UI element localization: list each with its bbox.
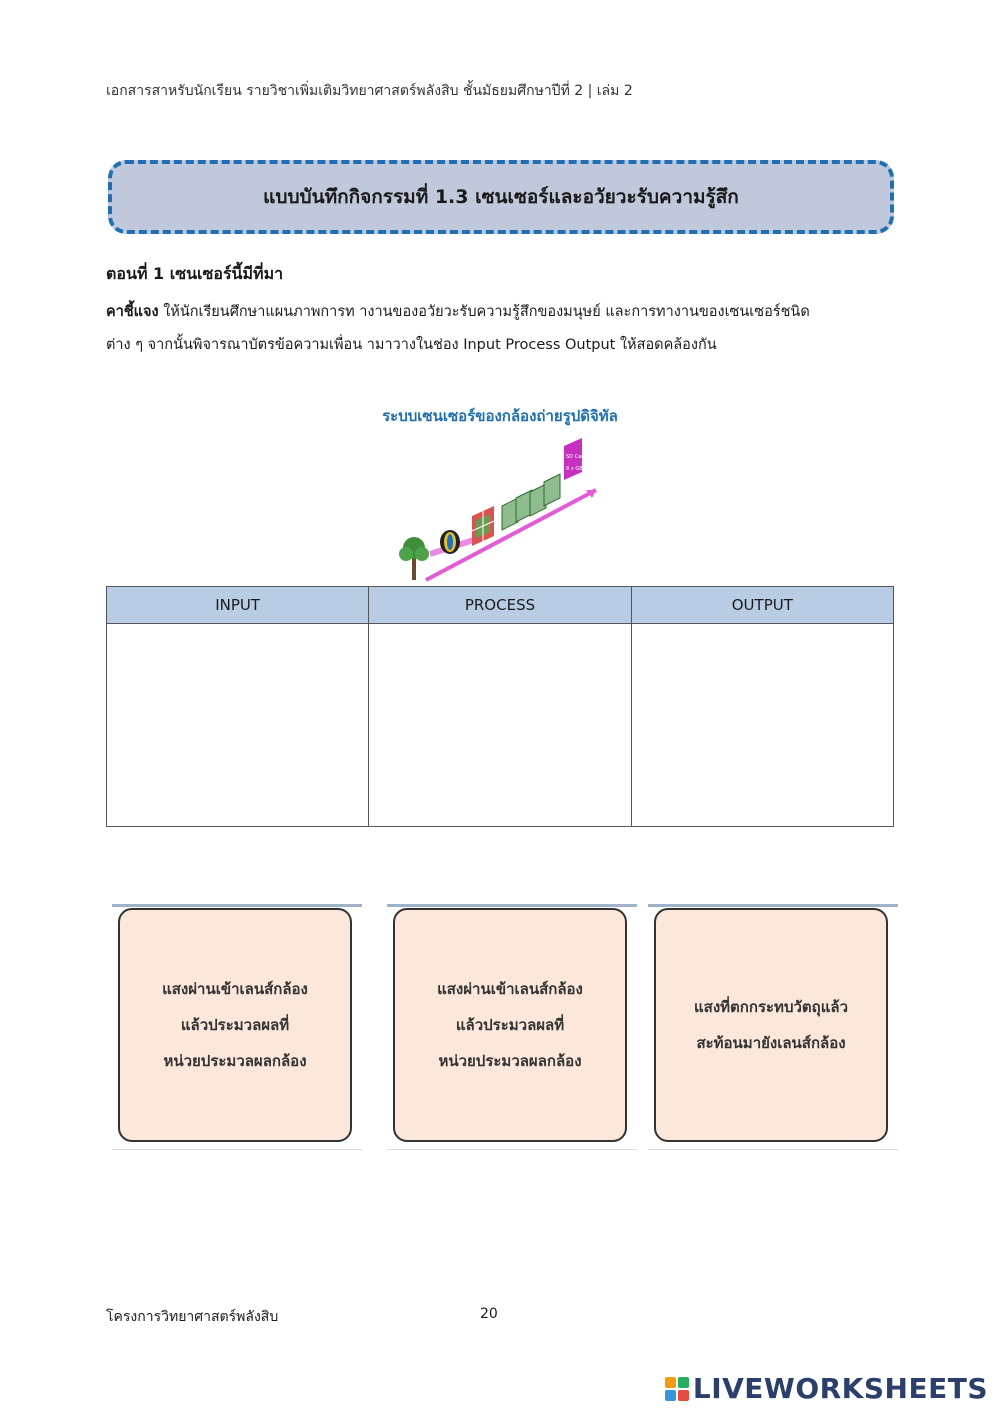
liveworksheets-logo-icon (665, 1377, 689, 1401)
draggable-card-3[interactable] (654, 908, 888, 1142)
draggable-card-2[interactable] (393, 908, 627, 1142)
process-drop-zone[interactable] (369, 624, 631, 827)
card-slot-1 (112, 904, 362, 1150)
liveworksheets-brand[interactable] (665, 1372, 988, 1405)
card-1-line-1: แสงผ่านเข้าเลนส์กล้อง (162, 980, 308, 998)
camera-sensor-diagram (390, 436, 610, 588)
document-header: เอกสารสาหรับนักเรียน รายวิชาเพิ่มเติมวิทยาศาสตร์พลังสิบ ชั้นมัธยมศึกษาปีที่ 2 | เล่ม 2 (106, 83, 633, 99)
sd-card-label-2: 8 x GB (566, 466, 583, 472)
instructions-line1: ให้นักเรียนศึกษาแผนภาพการท างานของอวัยวะรับความรู้สึกของมนุษย์ และการทางานของเซนเซอร์ชนิด (158, 304, 810, 320)
ipo-table (106, 586, 894, 827)
card-slot-3 (648, 904, 898, 1150)
draggable-card-1[interactable] (118, 908, 352, 1142)
section-heading: ตอนที่ 1 เซนเซอร์นี้มีที่มา (106, 264, 284, 283)
activity-title-box (108, 160, 894, 234)
diagram-title: ระบบเซนเซอร์ของกล้องถ่ายรูปดิจิทัล (382, 407, 618, 425)
card-1-line-2: แล้วประมวลผลที่ (180, 1016, 290, 1034)
input-drop-zone[interactable] (107, 624, 369, 827)
process-column-header: PROCESS (369, 587, 631, 624)
instructions (106, 296, 906, 362)
card-2-line-1: แสงผ่านเข้าเลนส์กล้อง (437, 980, 583, 998)
card-1-line-3: หน่วยประมวลผลกล้อง (163, 1052, 307, 1070)
brand-text: LIVEWORKSHEETS (692, 1372, 988, 1405)
input-column-header: INPUT (107, 587, 369, 624)
instructions-label: คาชี้แจง (106, 304, 159, 320)
card-2-line-2: แล้วประมวลผลที่ (455, 1016, 565, 1034)
footer-project-name: โครงการวิทยาศาสตร์พลังสิบ (106, 1309, 279, 1325)
sd-card-icon (564, 438, 586, 480)
card-2-line-3: หน่วยประมวลผลกล้อง (438, 1052, 582, 1070)
tree-icon (399, 537, 429, 580)
instructions-line2: ต่าง ๆ จากนั้นพิจารณาบัตรข้อความเพื่อน ามาวางในช่อง Input Process Output ให้สอดคล้องกัน (106, 337, 717, 353)
processor-blocks-icon (502, 474, 560, 530)
activity-title: แบบบันทึกกิจกรรมที่ 1.3 เซนเซอร์และอวัยวะรับความรู้สึก (263, 186, 739, 208)
image-sensor-icon (472, 506, 494, 546)
sd-card-label-1: SD Card (566, 454, 587, 460)
camera-sensor-illustration (390, 436, 610, 584)
card-3-line-2: สะท้อนมายังเลนส์กล้อง (696, 1034, 846, 1052)
output-drop-zone[interactable] (631, 624, 893, 827)
output-column-header: OUTPUT (631, 587, 893, 624)
card-slot-2 (387, 904, 637, 1150)
lens-icon (440, 530, 460, 554)
page-number: 20 (480, 1306, 498, 1322)
card-3-line-1: แสงที่ตกกระทบวัตถุแล้ว (694, 998, 848, 1016)
